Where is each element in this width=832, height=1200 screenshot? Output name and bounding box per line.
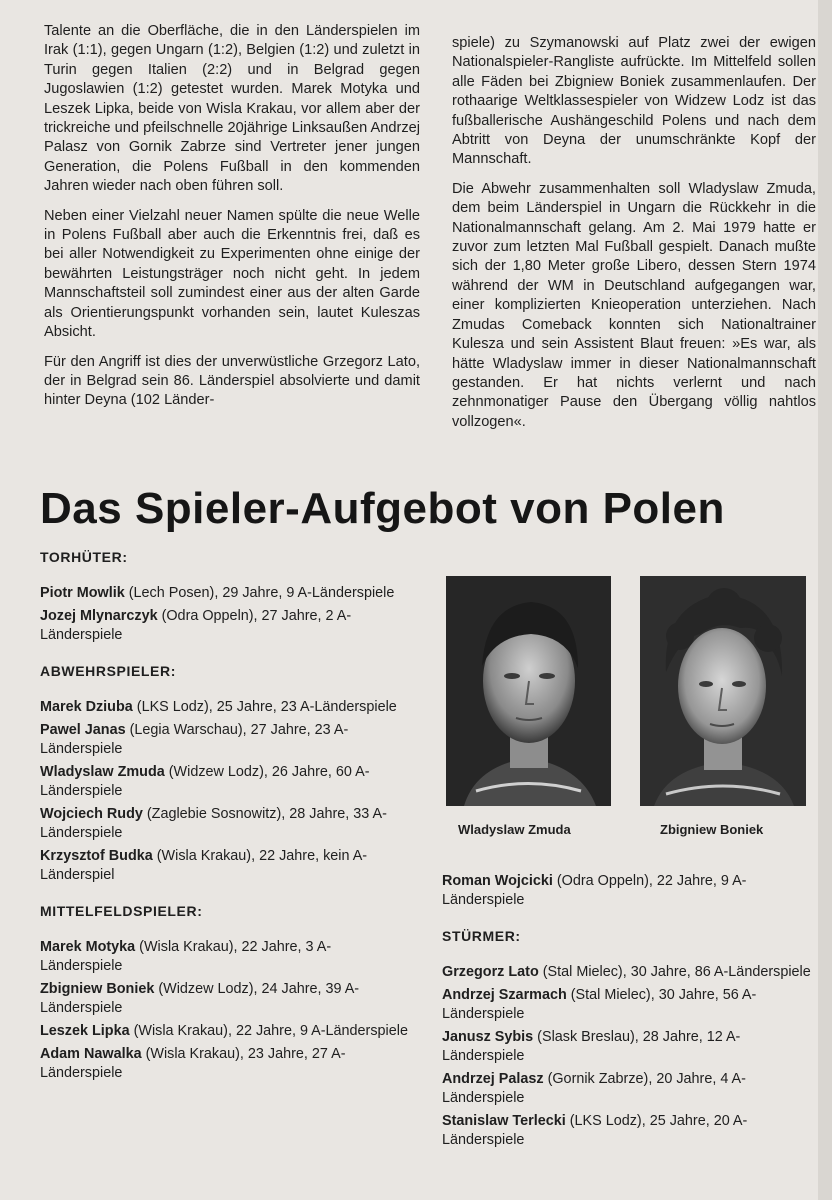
- category-forwards: STÜRMER:: [442, 928, 521, 944]
- player-entry: [40, 698, 412, 717]
- player-info: (Zaglebie Sosnowitz), 28 Jahre, 33 A-Länderspiele: [40, 806, 387, 841]
- player-info: (Wisla Krakau), 22 Jahre, 9 A-Länderspiele: [129, 1023, 408, 1039]
- article-paragraph: Neben einer Vielzahl neuer Namen spülte die neue Welle in Polens Fußball aber auch die Erkenntnis frei, daß es bei aller Notwendigkeit zu Experimenten ohne einige der bewährten Leistungsträger noch nicht geht. In jedem Mannschaftsteil soll zumindest einer aus der alten Garde als Orientierungspunkt vorhanden sein, lautet Kuleszas Absicht.: [44, 207, 420, 341]
- photo-caption-zmuda: Wladyslaw Zmuda: [458, 822, 571, 837]
- player-name: Piotr Mowlik: [40, 585, 125, 601]
- player-name: Andrzej Szarmach: [442, 987, 567, 1003]
- roster-column-right: [442, 872, 812, 1154]
- player-info: (Gornik Zabrze), 20 Jahre, 4 A-Länderspiele: [442, 1071, 746, 1106]
- player-info: (Lech Posen), 29 Jahre, 9 A-Länderspiele: [124, 585, 395, 601]
- player-name: Leszek Lipka: [40, 1023, 130, 1039]
- portrait-boniek-image: [640, 576, 806, 806]
- player-entry: [40, 938, 412, 976]
- player-info: (Widzew Lodz), 26 Jahre, 60 A-Länderspiele: [40, 764, 370, 799]
- roster-column-left: [40, 548, 412, 1087]
- headline: Das Spieler-Aufgebot von Polen: [40, 484, 725, 533]
- player-info: (LKS Lodz), 25 Jahre, 20 A-Länderspiele: [442, 1113, 748, 1148]
- article-column-left: [44, 22, 420, 421]
- article-paragraph: Die Abwehr zusammenhalten soll Wladyslaw Zmuda, dem beim Länderspiel in Ungarn die Rückkehr in die Nationalmannschaft gelang. Am 2. Mai 1979 hatte er zuvor zum letzten Mal Fußball gespielt. Danach mußte sich der 1,80 Meter große Libero, dessen Stern 1974 während der WM in Deutschland aufgegangen war, einer komplizierten Knieoperation unterziehen. Nach Zmudas Comeback konnten sich Nationaltrainer Kulesza und sein Assistent Blaut freuen: »Es war, als hätte Wladyslaw immer in dieser Nationalmannschaft gestanden. Er hat nichts verlernt und nach zehnmonatiger Pause den Übergang völlig nahtlos vollzogen«.: [452, 180, 816, 430]
- article-column-right: [452, 34, 816, 442]
- article-paragraph: Talente an die Oberfläche, die in den Länderspielen im Irak (1:1), gegen Ungarn (1:2), Belgien (1:2) und zuletzt in Turin gegen Italien (2:2) und in Belgrad gegen Jugoslawien (1:2) getestet wurden. Marek Motyka und Leszek Lipka, beide von Wisla Krakau, vor allem aber der trickreiche und pfeilschnelle 20jährige Linksaußen Andrzej Palasz von Gornik Zabrze sind Vertreter jener jungen Generation, die Polens Fußball in den kommenden Jahren wieder nach oben führen soll.: [44, 23, 420, 195]
- player-name: Jozej Mlynarczyk: [40, 608, 158, 624]
- player-info: (LKS Lodz), 25 Jahre, 23 A-Länderspiele: [132, 699, 397, 715]
- player-name: Grzegorz Lato: [442, 964, 539, 980]
- player-name: Pawel Janas: [40, 722, 126, 738]
- player-info: (Stal Mielec), 30 Jahre, 56 A-Länderspiele: [442, 987, 757, 1022]
- player-entry: [40, 980, 412, 1018]
- page-edge-shadow: [818, 0, 832, 1200]
- player-entry: [442, 1112, 812, 1150]
- player-info: (Odra Oppeln), 22 Jahre, 9 A-Länderspiele: [442, 873, 747, 908]
- player-entry: [40, 1045, 412, 1083]
- player-entry: [40, 1022, 412, 1041]
- category-goalkeepers: TORHÜTER:: [40, 549, 128, 565]
- player-entry: [40, 721, 412, 759]
- player-info: (Odra Oppeln), 27 Jahre, 2 A-Länderspiele: [40, 608, 352, 643]
- player-info: (Slask Breslau), 28 Jahre, 12 A-Länderspiele: [442, 1029, 741, 1064]
- player-entry: [40, 607, 412, 645]
- player-info: (Wisla Krakau), 23 Jahre, 27 A-Länderspiele: [40, 1046, 346, 1081]
- category-defenders: ABWEHRSPIELER:: [40, 663, 176, 679]
- player-name: Andrzej Palasz: [442, 1071, 544, 1087]
- player-entry: [442, 986, 812, 1024]
- player-info: (Wisla Krakau), 22 Jahre, kein A-Länderspiel: [40, 848, 368, 883]
- player-entry: [40, 805, 412, 843]
- portrait-zmuda-image: [446, 576, 611, 806]
- player-name: Marek Dziuba: [40, 699, 133, 715]
- player-name: Krzysztof Budka: [40, 848, 153, 864]
- article-paragraph: Für den Angriff ist dies der unverwüstliche Grzegorz Lato, der in Belgrad sein 86. Länderspiel absolvierte und damit hinter Deyna (102 Länder-: [44, 353, 420, 409]
- player-name: Zbigniew Boniek: [40, 981, 155, 997]
- portrait-photo-zmuda: [446, 576, 611, 806]
- player-name: Adam Nawalka: [40, 1046, 142, 1062]
- player-entry: [442, 963, 812, 982]
- player-entry: [40, 847, 412, 885]
- player-name: Wojciech Rudy: [40, 806, 143, 822]
- player-entry: [442, 1070, 812, 1108]
- player-name: Wladyslaw Zmuda: [40, 764, 165, 780]
- player-info: (Stal Mielec), 30 Jahre, 86 A-Länderspiele: [538, 964, 811, 980]
- category-midfielders: MITTELFELDSPIELER:: [40, 903, 203, 919]
- player-entry: [40, 763, 412, 801]
- player-name: Roman Wojcicki: [442, 873, 553, 889]
- player-name: Janusz Sybis: [442, 1029, 534, 1045]
- article-paragraph: spiele) zu Szymanowski auf Platz zwei der ewigen Nationalspieler-Rangliste aufrückte. Im Mittelfeld sollen alle Fäden bei Zbigniew Boniek zusammenlaufen. Der rothaarige Weltklassespieler von Widzew Lodz ist das fußballerische Aushängeschild Polens und nach dem Abtritt von Deyna der unumschränkte Kopf der Mannschaft.: [452, 35, 816, 168]
- photo-caption-boniek: Zbigniew Boniek: [660, 822, 764, 837]
- player-entry: [442, 872, 812, 910]
- portrait-photo-boniek: [640, 576, 806, 806]
- player-entry: [442, 1028, 812, 1066]
- player-info: (Widzew Lodz), 24 Jahre, 39 A-Länderspiele: [40, 981, 360, 1016]
- player-info: (Legia Warschau), 27 Jahre, 23 A-Länderspiele: [40, 722, 349, 757]
- player-name: Marek Motyka: [40, 939, 136, 955]
- player-info: (Wisla Krakau), 22 Jahre, 3 A-Länderspiele: [40, 939, 332, 974]
- player-name: Stanislaw Terlecki: [442, 1113, 566, 1129]
- player-entry: [40, 584, 412, 603]
